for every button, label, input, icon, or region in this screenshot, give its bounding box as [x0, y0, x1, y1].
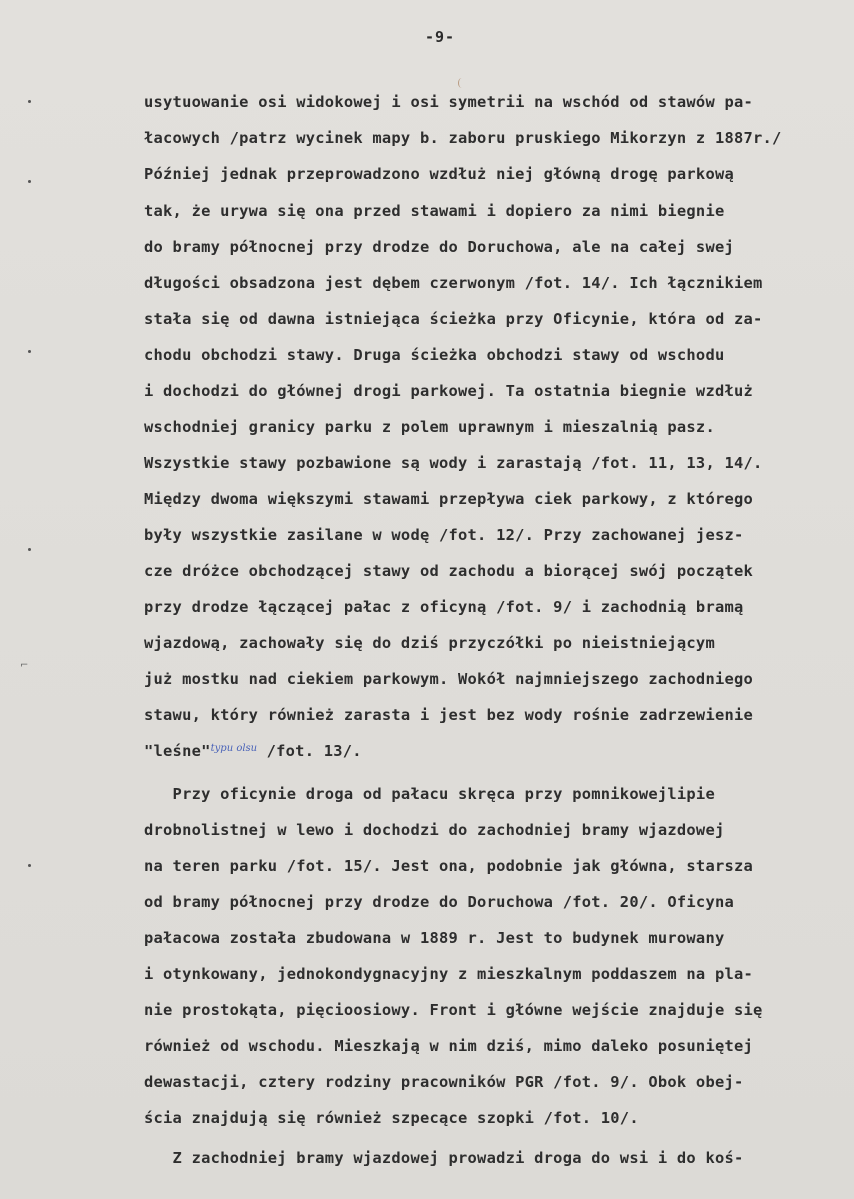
text-line: dewastacji, cztery rodziny pracowników PGR /fot. 9/. Obok obej-	[144, 1073, 744, 1091]
text-line: Później jednak przeprowadzono wzdłuż niej główną drogę parkową	[144, 165, 734, 183]
text-line: stała się od dawna istniejąca ścieżka przy Oficynie, która od za-	[144, 310, 763, 328]
text-line: przy drodze łączącej pałac z oficyną /fot. 9/ i zachodnią bramą	[144, 598, 744, 616]
text-line: pałacowa została zbudowana w 1889 r. Jest to budynek murowany	[144, 929, 725, 947]
text-line: Przy oficynie droga od pałacu skręca przy pomnikowejlipie	[144, 785, 715, 803]
text-line: do bramy północnej przy drodze do Doruchowa, ale na całej swej	[144, 238, 734, 256]
text-line: usytuowanie osi widokowej i osi symetrii na wschód od stawów pa-	[144, 93, 754, 111]
text-line: wjazdową, zachowały się do dziś przyczółki po nieistniejącym	[144, 634, 715, 652]
text-line: i otynkowany, jednokondygnacyjny z mieszkalnym poddaszem na pla-	[144, 965, 754, 983]
text-fragment: "leśne"	[144, 742, 211, 760]
text-line: drobnolistnej w lewo i dochodzi do zachodniej bramy wjazdowej	[144, 821, 725, 839]
text-line: ścia znajdują się również szpecące szopki /fot. 10/.	[144, 1109, 639, 1127]
margin-dot	[28, 180, 31, 183]
margin-tick: ⌐	[20, 660, 29, 671]
text-line: już mostku nad ciekiem parkowym. Wokół najmniejszego zachodniego	[144, 670, 754, 688]
handwritten-annotation: typu olsu	[210, 743, 258, 754]
text-line: od bramy północnej przy drodze do Doruchowa /fot. 20/. Oficyna	[144, 893, 734, 911]
margin-dot	[28, 100, 31, 103]
text-line: wschodniej granicy parku z polem uprawnym i mieszalnią pasz.	[144, 418, 715, 436]
margin-dot	[28, 548, 31, 551]
text-line: stawu, który również zarasta i jest bez wody rośnie zadrzewienie	[144, 706, 754, 724]
text-fragment: /fot. 13/.	[257, 742, 362, 760]
text-line: i dochodzi do głównej drogi parkowej. Ta ostatnia biegnie wzdłuż	[144, 382, 754, 400]
text-line: łacowych /patrz wycinek mapy b. zaboru pruskiego Mikorzyn z 1887r./	[144, 129, 782, 147]
text-line: nie prostokąta, pięcioosiowy. Front i główne wejście znajduje się	[144, 1001, 763, 1019]
text-line: były wszystkie zasilane w wodę /fot. 12/. Przy zachowanej jesz-	[144, 526, 744, 544]
text-line: Między dwoma większymi stawami przepływa ciek parkowy, z którego	[144, 490, 754, 508]
text-line: długości obsadzona jest dębem czerwonym /fot. 14/. Ich łącznikiem	[144, 274, 763, 292]
text-line: również od wschodu. Mieszkają w nim dziś, mimo daleko posuniętej	[144, 1037, 754, 1055]
text-line: cze dróżce obchodzącej stawy od zachodu a biorącej swój początek	[144, 562, 754, 580]
paper-mark	[458, 78, 465, 88]
text-line: chodu obchodzi stawy. Druga ścieżka obchodzi stawy od wschodu	[144, 346, 725, 364]
page-number: -9-	[424, 28, 456, 46]
margin-dot	[28, 350, 31, 353]
text-line: tak, że urywa się ona przed stawami i dopiero za nimi biegnie	[144, 202, 725, 220]
text-line: na teren parku /fot. 15/. Jest ona, podobnie jak główna, starsza	[144, 857, 754, 875]
text-line: Wszystkie stawy pozbawione są wody i zarastają /fot. 11, 13, 14/.	[144, 454, 763, 472]
text-line: Z zachodniej bramy wjazdowej prowadzi droga do wsi i do koś-	[144, 1149, 744, 1167]
margin-dot	[28, 864, 31, 867]
text-line	[144, 741, 362, 764]
